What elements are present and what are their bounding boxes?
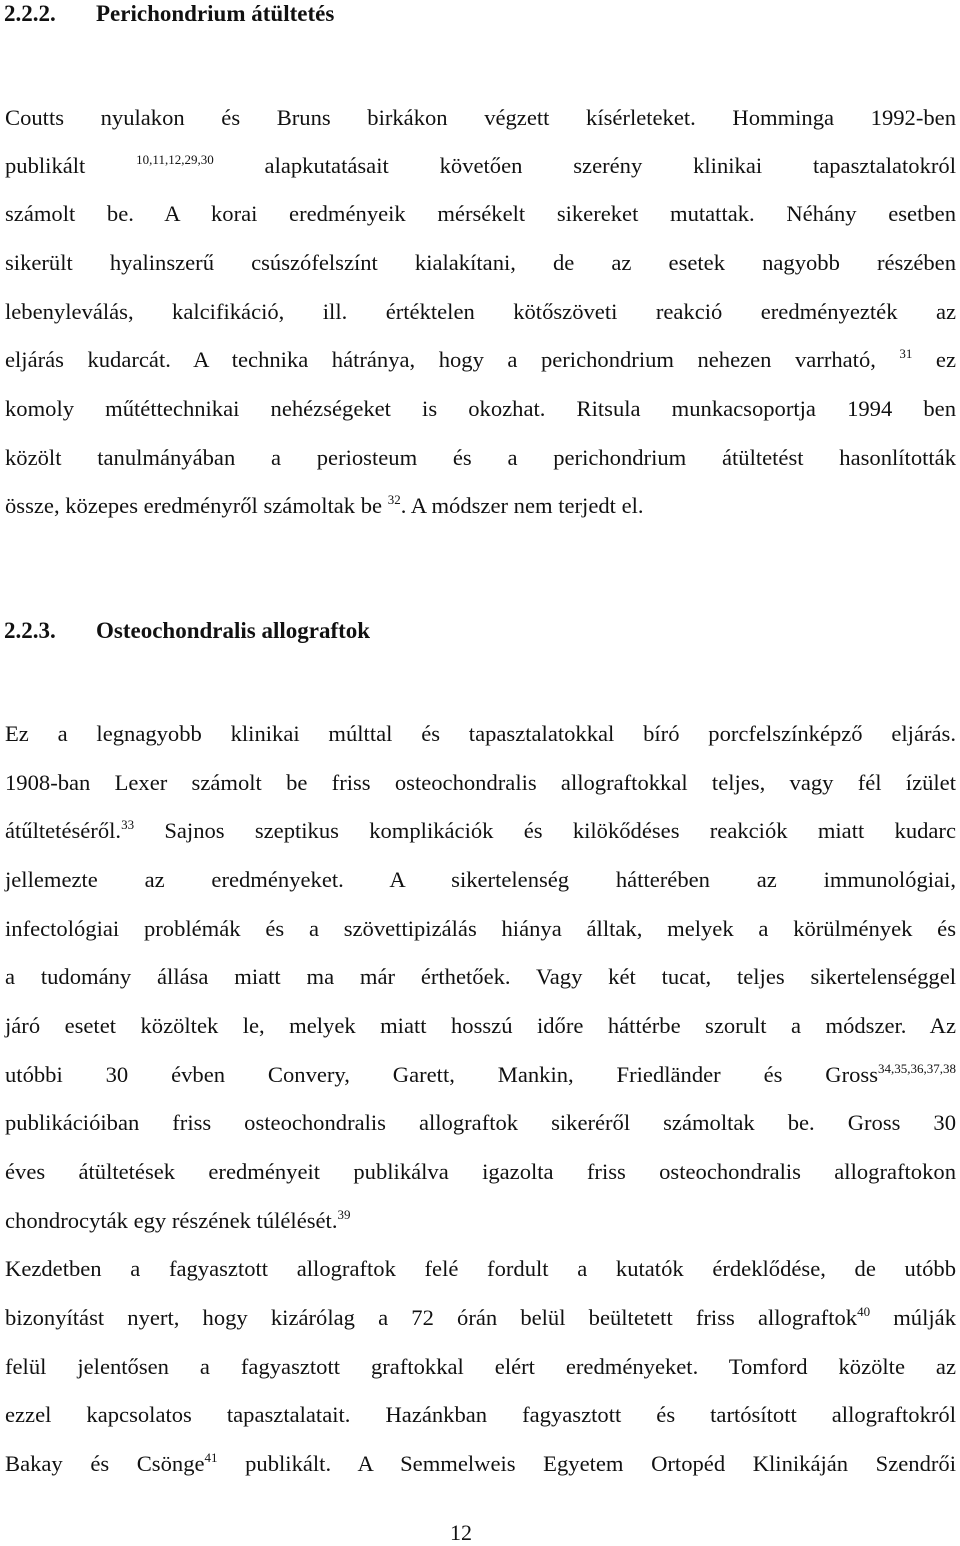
text-line: ezzel kapcsolatos tapasztalatait. Hazánkban fagyasztott és tartósított allograftokról bbox=[5, 1402, 956, 1427]
section-title: Osteochondralis allograftok bbox=[96, 618, 371, 643]
text-line bbox=[5, 1303, 956, 1333]
text-line: publikációiban friss osteochondralis allograftok sikeréről számoltak be. Gross 30 bbox=[5, 1110, 956, 1135]
citation-superscript: 40 bbox=[857, 1304, 871, 1319]
text-line: járó esetet közöltek le, melyek miatt hosszú időre háttérbe szorult a módszer. Az bbox=[5, 1013, 956, 1038]
citation-superscript: 41 bbox=[204, 1450, 218, 1465]
text-line: számolt be. A korai eredményeik mérsékelt sikereket mutattak. Néhány esetben bbox=[5, 201, 956, 226]
line-text: . A módszer nem terjedt el. bbox=[400, 493, 644, 518]
text-line: jellemezte az eredményeket. A sikertelenség hátterében az immunológiai, bbox=[5, 867, 956, 892]
line-text: chondrocyták egy részének túlélését. bbox=[5, 1208, 338, 1233]
line-text: utóbbi 30 évben Convery, Garett, Mankin, Friedländer és Gross bbox=[5, 1062, 878, 1087]
line-text: Bakay és Csönge bbox=[5, 1451, 205, 1476]
line-text: eljárás kudarcát. A technika hátránya, hogy a perichondrium nehezen varrható, bbox=[5, 347, 900, 372]
text-line: lebenyleválás, kalcifikáció, ill. értéktelen kötőszöveti reakció eredményezték az bbox=[5, 299, 956, 324]
text-line bbox=[5, 1206, 956, 1236]
section-heading bbox=[4, 0, 334, 28]
line-text: átűltetéséről. bbox=[5, 818, 122, 843]
text-line: infectológiai problémák és a szövettipizálás hiánya álltak, melyek a körülmények és bbox=[5, 916, 956, 941]
text-line: felül jelentősen a fagyasztott graftokkal elért eredményeket. Tomford közölte az bbox=[5, 1354, 956, 1379]
section-title: Perichondrium átültetés bbox=[96, 1, 335, 26]
citation-superscript: 32 bbox=[387, 492, 401, 507]
citation-superscript: 33 bbox=[121, 817, 135, 832]
line-text: bizonyítást nyert, hogy kizárólag a 72 órán belül beültetett friss allograftok bbox=[5, 1305, 858, 1330]
text-line: közölt tanulmányában a periosteum és a perichondrium átültetést hasonlították bbox=[5, 445, 956, 470]
text-line: éves átültetések eredményeit publikálva igazolta friss osteochondralis allograftokon bbox=[5, 1159, 956, 1184]
page-number: 12 bbox=[450, 1520, 472, 1545]
line-text: össze, közepes eredményről számoltak be bbox=[5, 493, 388, 518]
line-text: publikált bbox=[5, 153, 137, 178]
text-line bbox=[5, 151, 956, 181]
citation-superscript: 34,35,36,37,38 bbox=[878, 1061, 956, 1076]
citation-superscript: 10,11,12,29,30 bbox=[136, 152, 214, 167]
section-number: 2.2.3. bbox=[4, 618, 56, 643]
text-line: Coutts nyulakon és Bruns birkákon végzett kísérleteket. Homminga 1992-ben bbox=[5, 105, 956, 130]
text-line bbox=[5, 816, 956, 846]
section-number: 2.2.2. bbox=[4, 1, 56, 26]
text-line: Ez a legnagyobb klinikai múlttal és tapasztalatokkal bíró porcfelszínképző eljárás. bbox=[5, 721, 956, 746]
text-line bbox=[5, 491, 956, 521]
line-text: Sajnos szeptikus komplikációk és kilökődéses reakciók miatt kudarc bbox=[134, 818, 956, 843]
citation-superscript: 31 bbox=[899, 346, 913, 361]
citation-superscript: 39 bbox=[337, 1207, 351, 1222]
line-text: publikált. A Semmelweis Egyetem Ortopéd Klinikáján Szendrői bbox=[217, 1451, 957, 1476]
line-text: alapkutatásait követően szerény klinikai tapasztalatokról bbox=[213, 153, 956, 178]
text-line bbox=[5, 1060, 956, 1090]
section-heading bbox=[4, 617, 370, 645]
text-line: a tudomány állása miatt ma már érthetőek. Vagy két tucat, teljes sikertelenséggel bbox=[5, 964, 956, 989]
line-text: ez bbox=[912, 347, 956, 372]
text-line bbox=[5, 1449, 956, 1479]
line-text: múlják bbox=[870, 1305, 956, 1330]
text-line: 1908-ban Lexer számolt be friss osteochondralis allograftokkal teljes, vagy fél ízület bbox=[5, 770, 956, 795]
text-line: komoly műtéttechnikai nehézségeket is okozhat. Ritsula munkacsoportja 1994 ben bbox=[5, 396, 956, 421]
text-line: Kezdetben a fagyasztott allograftok felé fordult a kutatók érdeklődése, de utóbb bbox=[5, 1256, 956, 1281]
text-line bbox=[5, 345, 956, 375]
text-line: sikerült hyalinszerű csúszófelszínt kialakítani, de az esetek nagyobb részében bbox=[5, 250, 956, 275]
